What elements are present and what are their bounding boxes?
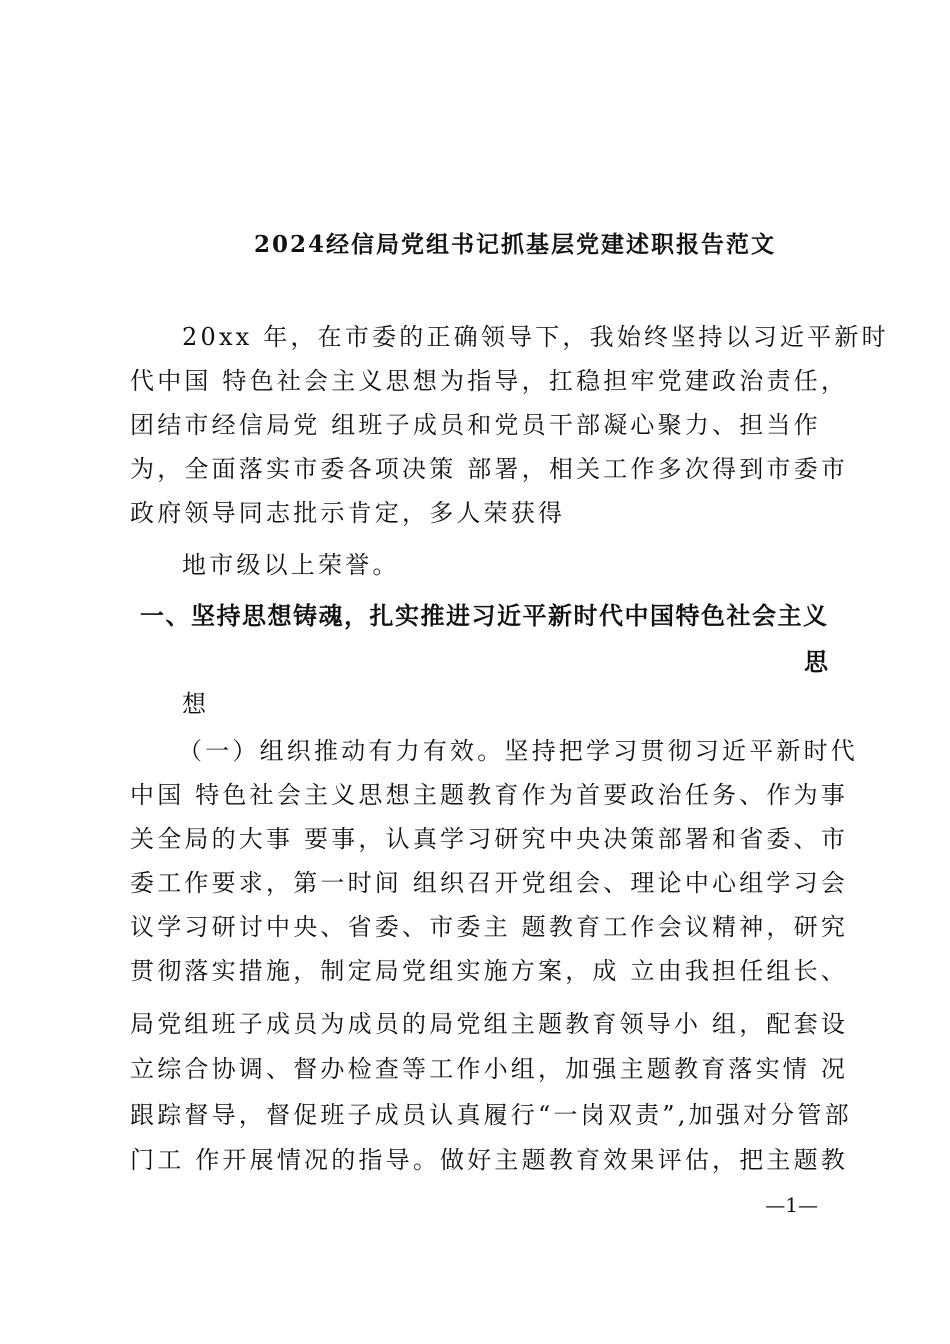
paragraph-line: 立综合协调、督办检查等工作小组，加强主题教育落实情 况 [130,1055,849,1083]
document-title: 2024经信局党组书记抓基层党建述职报告范文 [253,231,776,258]
intro-line: 20xx 年，在市委的正确领导下，我始终坚持以习近平新时 [182,323,889,351]
paragraph-line: 门工 作开展情况的指导。做好主题教育效果评估，把主题教 [130,1146,849,1174]
paragraph-line: 局党组班子成员为成员的局党组主题教育领导小 组，配套设 [130,1010,849,1038]
paragraph-line: （一）组织推动有力有效。坚持把学习贯彻习近平新时代 [178,737,858,765]
section-heading-continued: 思 [804,648,828,676]
paragraph-line: 关全局的大事 要事，认真学习研究中央决策部署和省委、市 [130,825,849,853]
section-heading-continued-line: 想 [182,690,210,718]
paragraph-line: 中国 特色社会主义思想主题教育作为首要政治任务、作为事 [130,781,849,809]
intro-line: 地市级以上荣誉。 [182,551,400,579]
paragraph-line: 委工作要求，第一时间 组织召开党组会、理论中心组学习会 [130,869,849,897]
page-number: —1— [765,1193,818,1217]
intro-line: 政府领导同志批示肯定，多人荣获得 [130,499,566,527]
paragraph-line: 跟踪督导，督促班子成员认真履行“一岗双责”,加强对分管部 [130,1101,852,1129]
intro-line: 为，全面落实市委各项决策 部署，相关工作多次得到市委市 [130,455,849,483]
intro-line: 团结市经信局党 组班子成员和党员干部凝心聚力、担当作 [130,411,821,439]
paragraph-line: 贯彻落实措施，制定局党组实施方案，成 立由我担任组长、 [130,957,849,985]
intro-line: 代中国 特色社会主义思想为指导，扛稳担牢党建政治责任， [130,367,849,395]
section-heading: 一、坚持思想铸魂，扎实推进习近平新时代中国特色社会主义 [140,602,829,630]
paragraph-line: 议学习研讨中央、省委、市委主 题教育工作会议精神，研究 [130,913,849,941]
